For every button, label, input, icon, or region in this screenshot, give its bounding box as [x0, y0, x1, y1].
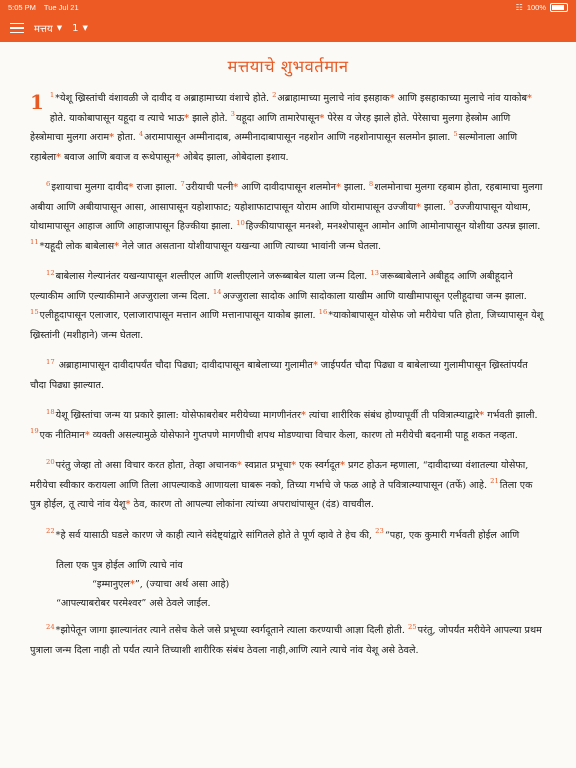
- status-left: [8, 3, 85, 12]
- verse-text: जाईपर्यंत चौदा पिढ्या व बाबेलाच्या गुलामीपासून ख्रिस्तांपर्यंत चौदा पिढ्या झाल्यात.: [30, 360, 528, 391]
- battery-percent: 100%: [526, 2, 546, 12]
- verse-text: ओबेद झाला, ओबेदाला इशाय.: [180, 151, 289, 163]
- footnote-marker[interactable]: *: [84, 429, 90, 441]
- verse-text: सल्मोनाला आणि रहाबेला: [30, 132, 518, 163]
- footnote-marker[interactable]: *: [174, 151, 181, 163]
- verse-text: *येशू ख्रिस्तांची वंशावळी जे दावीद व अब्राहामाच्या वंशाचे होते.: [55, 93, 273, 104]
- verse-number[interactable]: 7: [180, 179, 185, 188]
- verse-text: स्वप्नात प्रभूचा: [241, 460, 292, 471]
- verse-number[interactable]: 5: [453, 129, 458, 138]
- menu-icon[interactable]: [10, 23, 24, 34]
- footnote-marker[interactable]: *: [109, 132, 115, 143]
- footnote-marker[interactable]: *: [233, 182, 239, 193]
- status-right: [516, 3, 568, 12]
- verse-number[interactable]: 22: [46, 527, 55, 536]
- book-selector[interactable]: [34, 21, 62, 35]
- poem-line: [56, 575, 546, 594]
- verse-text: अब्राहामापासून दावीदापर्यंत चौदा पिढ्या; दावीदापासून बाबेलाच्या गुलामीत: [55, 360, 313, 371]
- paragraph: [30, 178, 546, 256]
- verse-number[interactable]: 24: [46, 622, 55, 631]
- paragraph: [30, 621, 546, 660]
- verse-number[interactable]: 13: [370, 268, 379, 277]
- verse-text: *यहूदी लोक बाबेलास: [39, 240, 115, 252]
- nav-bar: [0, 14, 576, 42]
- footnote-marker[interactable]: *: [125, 499, 131, 510]
- verse-number[interactable]: 6: [46, 179, 51, 188]
- footnote-marker[interactable]: *: [128, 182, 134, 193]
- paragraph: [30, 526, 546, 546]
- verse-number[interactable]: 10: [236, 218, 245, 227]
- verse-text: होता.: [114, 132, 139, 143]
- footnote-marker[interactable]: *: [184, 112, 190, 124]
- verse-text: जरूब्बाबेलाने अबीहूद आणि अबीहूदाने एल्याकीम आणि एल्याकीमाने अज्जुराला जन्म दिला.: [30, 271, 513, 302]
- verse-text: अज्जुराला सादोक आणि सादोकाला याखीम आणि याखीमापासून एलीहूदाचा जन्म झाला.: [222, 290, 527, 302]
- battery-icon: [550, 3, 568, 12]
- chapter-number-nav: 1: [72, 22, 79, 34]
- verse-number[interactable]: 16: [318, 307, 328, 316]
- verse-number[interactable]: 19: [30, 427, 39, 436]
- verse-text: बवाज आणि बवाज व रूथेपासून: [61, 151, 175, 163]
- verse-number[interactable]: 15: [30, 307, 39, 316]
- chevron-down-icon: ▼: [82, 24, 88, 32]
- footnote-marker[interactable]: *: [114, 240, 120, 252]
- verse-text: त्यांचा शारीरिक संबंध होण्यापूर्वी ती पवित्रात्म्याद्वारे: [305, 410, 480, 421]
- verse-number[interactable]: 18: [46, 407, 55, 416]
- footnote-marker[interactable]: *: [526, 93, 532, 104]
- wifi-icon: ☷: [515, 2, 523, 12]
- verse-text: प्रगट होऊन म्हणाला, “दावीदाच्या वंशातल्या योसेफा, मरीयेचा स्वीकार करायला आणि तिला आपल्याकडे आणायला घाबरू नको, तिच्या गर्भाचे जे फळ आहे ते पवित्रात्म्यापासून (तर्फे) आहे.: [30, 460, 529, 491]
- verse-number[interactable]: 1: [49, 90, 55, 99]
- verse-number[interactable]: 11: [30, 238, 39, 247]
- footnote-marker[interactable]: *: [129, 579, 135, 590]
- book-title: मत्तयाचे शुभवर्तमान: [227, 57, 349, 76]
- verse-text: यहूदा आणि तामारेपासून: [236, 112, 320, 124]
- verse-text: एक नीतिमान: [39, 429, 85, 441]
- paragraph: [30, 267, 546, 345]
- footnote-marker[interactable]: *: [291, 460, 297, 471]
- verse-text: *झोपेतून जागा झाल्यानंतर त्याने तसेच केले जसे प्रभूच्या स्वर्गदूताने त्याला करण्याची आज्ञा दिली होती.: [55, 625, 408, 636]
- footnote-marker[interactable]: *: [55, 151, 62, 163]
- poem-line: [56, 556, 546, 575]
- verse-text: “इम्मानुएल: [92, 579, 130, 590]
- verse-text: व्यक्ती असल्यामुळे योसेफाने गुप्तपणे मागणीची शपथ मोडण्याचा विचार केला, कारण तो मरीयेची बदनामी पाहू शकत नव्हता.: [89, 429, 518, 441]
- verse-text: उरीयाची पत्नी: [185, 182, 234, 193]
- verse-text: एक स्वर्गदूत: [296, 460, 340, 471]
- verse-text: हिज्कीयापासून मनश्शे, मनश्शेपासून आमोन आणि आमोनापासून योशीया उत्पन्न झाला.: [245, 221, 541, 232]
- verse-text: तिला एक पुत्र होईल आणि त्याचे नांव: [56, 560, 183, 571]
- footnote-marker[interactable]: *: [335, 182, 341, 193]
- verse-text: आणि दावीदापासून शलमोन: [238, 182, 336, 193]
- poem-line: [56, 594, 546, 613]
- verse-text: झाले होते.: [189, 112, 231, 124]
- verse-text: येशू ख्रिस्तांचा जन्म या प्रकारे झाला: योसेफाबरोबर मरीयेच्या मागणीनंतर: [55, 410, 301, 421]
- book-name: मत्तय: [34, 24, 53, 35]
- verse-number[interactable]: 25: [407, 622, 417, 631]
- verse-number[interactable]: 17: [46, 357, 55, 366]
- verse-text: राजा झाला.: [133, 182, 181, 193]
- verse-text: तिला एक पुत्र होईल, तू त्याचे नांव येशू: [30, 479, 533, 510]
- verse-text: एलीहूदापासून एलाजार, एलाजारापासून मत्तान आणि मत्तानापासून याकोब झाला.: [39, 310, 319, 321]
- verse-text: इशायाचा मुलगा दावीद: [51, 182, 129, 193]
- paragraph: [30, 406, 546, 445]
- status-bar: [0, 0, 576, 14]
- verse-text: पेरेस व जेरह झाले होते. पेरेसाचा मुलगा हेस्त्रोम आणि हेस्त्रोमाचा मुलगा अराम: [30, 112, 511, 143]
- chapter-content: [0, 89, 576, 660]
- footnote-marker[interactable]: *: [339, 460, 345, 471]
- footnote-marker[interactable]: *: [319, 112, 325, 124]
- paragraph: [30, 356, 546, 395]
- verse-number[interactable]: 4: [138, 129, 144, 138]
- status-date: Tue Jul 21: [43, 2, 79, 12]
- paragraph: [30, 89, 546, 167]
- verse-number[interactable]: 14: [212, 288, 222, 297]
- verse-text: झाला.: [340, 182, 369, 193]
- chapter-number: 1: [30, 90, 44, 114]
- verse-number[interactable]: 2: [272, 90, 277, 99]
- verse-text: ”, (ज्याचा अर्थ असा आहे): [134, 579, 230, 590]
- verse-text: नेले जात असताना योशीयापासून यखन्या आणि त्याच्या भावांनी जन्म घेतला.: [119, 240, 382, 252]
- verse-text: गर्भवती झाली.: [484, 410, 538, 421]
- footnote-marker[interactable]: *: [389, 93, 395, 104]
- verse-text: “पहा, एक कुमारी गर्भवती होईल आणि: [384, 529, 520, 541]
- chevron-down-icon: ▼: [56, 24, 63, 32]
- footnote-marker[interactable]: *: [300, 410, 306, 421]
- verse-text: परंतु जेव्हा तो असा विचार करत होता, तेव्हा अचानक: [55, 460, 237, 471]
- verse-text: आणि इसहाकाच्या मुलाचे नांव याकोब: [394, 93, 527, 104]
- verse-text: *याकोबापासून योसेफ जो मरीयेचा पति होता, जिच्यापासून येशू ख्रिस्तांनी (मशीहाने) जन्म घेतला.: [30, 310, 544, 341]
- verse-number[interactable]: 9: [448, 199, 454, 208]
- verse-text: परंतु, जोपर्यंत मरीयेने आपल्या प्रथम पुत्राला जन्म दिला नाही तो पर्यंत त्याने तिच्याशी शारीरिक संबंध ठेवला नाही,आणि त्याने त्याचे नांव येशू असे ठेवले.: [30, 625, 542, 656]
- verse-number[interactable]: 23: [375, 527, 384, 536]
- verse-text: ठेव, कारण तो आपल्या लोकांना त्यांच्या अपराधांपासून (दंड) वाचवील.: [130, 499, 374, 510]
- verse-text: झाला.: [420, 201, 449, 213]
- paragraph: [30, 456, 546, 515]
- poetry-block: [56, 556, 546, 613]
- verse-number[interactable]: 21: [490, 477, 499, 486]
- verse-text: बाबेलास गेल्यानंतर यखन्यापासून शल्तीएल आणि शल्तीएलाने जरूब्बाबेल याला जन्म दिला.: [55, 271, 371, 282]
- verse-number[interactable]: 12: [46, 268, 55, 277]
- verse-text: शलमोनाचा मुलगा रहबाम होता, रहबामाचा मुलगा अबीया आणि अबीयापासून आसा, आसापासून यहोशाफाट; यहोशाफाटापासून योराम आणि योरामापासून उज्जीया: [30, 182, 543, 213]
- verse-text: “आपल्याबरोबर परमेश्वर” असे ठेवले जाईल.: [56, 598, 211, 609]
- footnote-marker[interactable]: *: [479, 410, 485, 421]
- status-time: 5:05 PM: [8, 2, 36, 12]
- verse-text: *हे सर्व यासाठी घडले कारण जे काही त्याने संदेष्ट्यांद्वारे सांगितले होते ते पूर्ण व्हावे ते हेच की,: [55, 529, 376, 541]
- chapter-selector[interactable]: [72, 23, 88, 34]
- verse-text: उज्जीयापासून योथाम, योथामापासून आहाज आणि आहाजापासून हिज्कीया झाला.: [30, 201, 531, 232]
- footnote-marker[interactable]: *: [236, 460, 242, 471]
- verse-text: अब्राहामाच्या मुलाचे नांव इसहाक: [277, 93, 390, 104]
- footnote-marker[interactable]: *: [415, 201, 421, 213]
- verse-text: अरामापासून अम्मीनादाब, अम्मीनादाबापासून नहशोन आणि नहशोनापासून सलमोन झाला.: [144, 132, 454, 143]
- footnote-marker[interactable]: *: [312, 360, 318, 371]
- verse-number[interactable]: 3: [230, 110, 235, 119]
- verse-number[interactable]: 8: [368, 179, 374, 188]
- verse-number[interactable]: 20: [46, 457, 55, 466]
- verse-text: होते. याकोबापासून यहूदा व त्याचे भाऊ: [49, 112, 185, 124]
